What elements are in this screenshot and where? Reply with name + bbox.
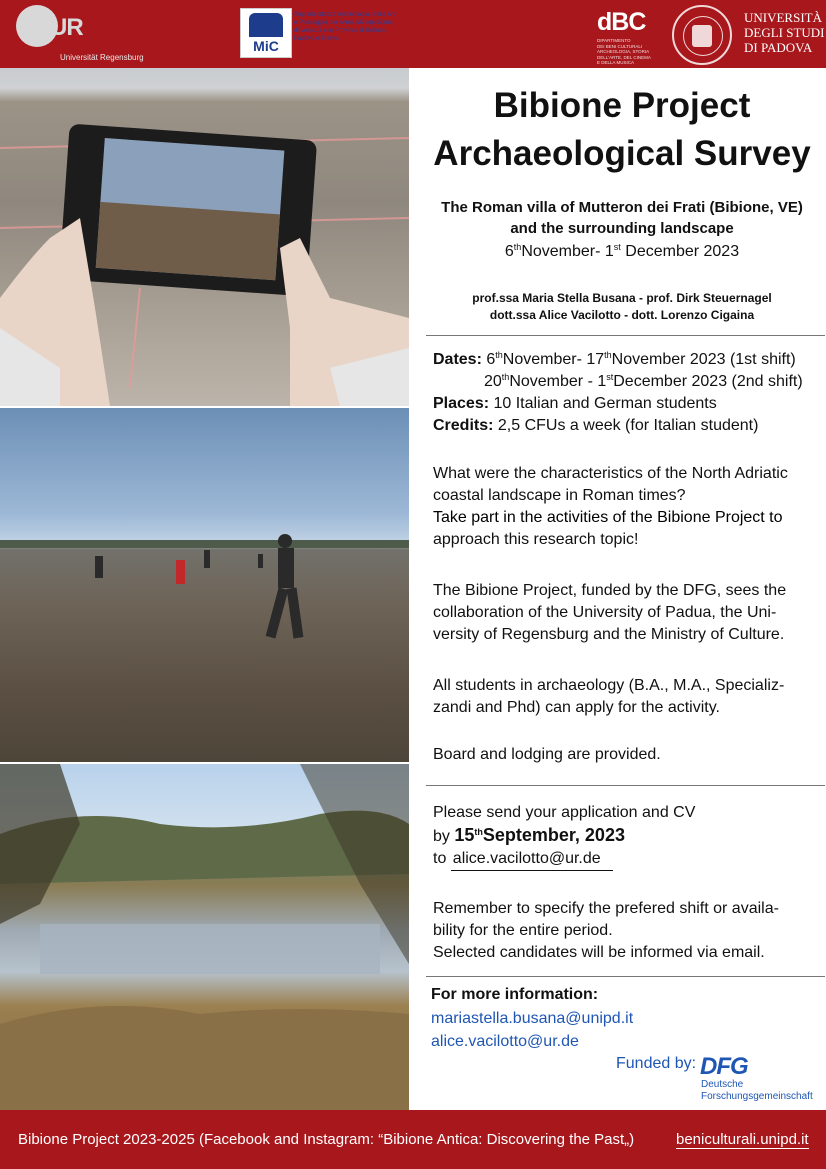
photo-lagoon-landscape xyxy=(0,764,409,1110)
footer-project-text: Bibione Project 2023-2025 (Facebook and Instagram: “Bibione Antica: Discovering the Past„) xyxy=(18,1131,635,1148)
to-text: to xyxy=(433,850,451,867)
application-line: Please send your application and CV xyxy=(433,804,696,821)
project-dates xyxy=(418,243,826,261)
dbc-logo xyxy=(597,8,655,65)
lagoon-scene-illustration xyxy=(0,764,409,1110)
funded-by-label: Funded by: xyxy=(616,1055,697,1072)
soprintendenza-line: di Venezia e le Province di Belluno, xyxy=(294,28,388,34)
reminder-line: Selected candidates will be informed via email. xyxy=(433,944,765,961)
shift-part: November- 17 xyxy=(502,351,605,368)
ur-caption: Universität Regensburg xyxy=(60,53,144,62)
para-line: Take part in the activities of the Bibione Project to xyxy=(433,509,783,526)
divider xyxy=(426,785,825,786)
organizer-line: dott.ssa Alice Vacilotto - dott. Lorenzo Cigaina xyxy=(489,308,755,322)
photo-tablet-survey xyxy=(0,68,409,406)
divider xyxy=(426,335,825,336)
email-vacilotto-link[interactable]: alice.vacilotto@ur.de xyxy=(431,1033,579,1050)
email-busana-link[interactable]: mariastella.busana@unipd.it xyxy=(431,1010,634,1027)
shift-part: 20 xyxy=(484,373,502,390)
deadline-row xyxy=(433,824,825,848)
places-row xyxy=(433,393,823,415)
organizer-line: prof.ssa Maria Stella Busana - prof. Dirk Steuernagel xyxy=(472,291,772,305)
para-line: approach this research topic! xyxy=(433,531,639,548)
dbc-caption-line: DEI BENI CULTURALI xyxy=(597,43,643,49)
title-line: Bibione Project xyxy=(493,86,751,125)
reminder-line: Remember to specify the prefered shift or availa- xyxy=(433,900,779,917)
soprintendenza-line: e Paesaggio per l'Area Metropolitana xyxy=(294,20,393,26)
dbc-caption-line: DELL'ARTE, DEL CINEMA xyxy=(597,54,651,60)
padova-seal-icon xyxy=(672,5,732,65)
padova-wordmark xyxy=(744,10,824,55)
date-part: December 2023 xyxy=(620,243,740,260)
dbc-caption-line: ARCHEOLOGIA, STORIA xyxy=(597,49,650,54)
places-label: Places: xyxy=(433,395,490,412)
application-email-link[interactable]: alice.vacilotto@ur.de xyxy=(451,848,613,871)
eligibility-paragraph xyxy=(433,675,825,719)
padova-wordmark-line: DEGLI STUDI xyxy=(744,25,825,40)
seal-figure xyxy=(692,25,712,47)
subtitle-line: and the surrounding landscape xyxy=(510,220,734,237)
shift-part: 6 xyxy=(481,351,496,368)
places-value: 10 Italian and German students xyxy=(489,395,717,412)
para-line: All students in archaeology (B.A., M.A., Specializ- xyxy=(433,677,785,694)
photo-field-walking xyxy=(0,408,409,762)
dfg-caption-line: Forschungsgemeinschaft xyxy=(701,1091,813,1102)
field-scene-illustration xyxy=(0,408,409,762)
soprintendenza-line: Soprintendenza Archeologia, Belle Arti xyxy=(294,12,397,18)
by-text: by xyxy=(433,828,455,845)
shift-part: December 2023 (2nd shift) xyxy=(613,373,803,390)
dfg-logo: DFG xyxy=(700,1053,748,1080)
question-paragraph xyxy=(433,463,825,551)
application-block xyxy=(433,802,825,871)
soprintendenza-text xyxy=(294,11,434,43)
shift-part: November 2023 (1st shift) xyxy=(611,351,796,368)
padova-wordmark-line: UNIVERSITÀ xyxy=(744,10,822,25)
dates-row-2 xyxy=(433,371,823,393)
title-line: Archaeological Survey xyxy=(433,134,811,173)
details-block xyxy=(433,349,823,437)
poster-title xyxy=(418,82,826,178)
divider xyxy=(426,976,825,977)
date-part: November- 1 xyxy=(521,243,614,260)
reminder-line: bility for the entire period. xyxy=(433,922,613,939)
para-line: collaboration of the University of Padua, the Uni- xyxy=(433,604,777,621)
para-line: coastal landscape in Roman times? xyxy=(433,487,686,504)
footer-website-link[interactable]: beniculturali.unipd.it xyxy=(676,1131,809,1148)
para-line: zandi and Phd) can apply for the activity. xyxy=(433,699,720,716)
dbc-mark: dBC xyxy=(597,8,646,36)
date-sup: st xyxy=(613,242,621,252)
shift-sup: th xyxy=(604,350,612,360)
subtitle-line: The Roman villa of Mutteron dei Frati (Bibione, VE) xyxy=(441,199,803,216)
dates-label: Dates: xyxy=(433,351,482,368)
para-line: What were the characteristics of the North Adriatic xyxy=(433,465,788,482)
deadline-rest: September, 2023 xyxy=(482,825,625,845)
poster-subtitle xyxy=(418,197,826,239)
padova-wordmark-line: DI PADOVA xyxy=(744,40,813,55)
project-paragraph xyxy=(433,580,825,646)
credits-value: 2,5 CFUs a week (for Italian student) xyxy=(493,417,759,434)
para-line: The Bibione Project, funded by the DFG, sees the xyxy=(433,582,787,599)
mic-logo xyxy=(240,8,292,58)
info-heading: For more information: xyxy=(431,986,599,1003)
shift-part: November - 1 xyxy=(509,373,607,390)
dbc-caption-line: E DELLA MUSICA xyxy=(597,60,635,65)
date-sup: th xyxy=(513,242,522,252)
tablet-scene-illustration xyxy=(0,68,409,406)
shift-sup: th xyxy=(501,372,510,382)
organizers xyxy=(418,290,826,324)
dates-row xyxy=(433,349,823,371)
dfg-caption xyxy=(701,1079,813,1103)
date-part: 6 xyxy=(504,243,514,260)
shift-sup: st xyxy=(606,372,614,382)
reminder-paragraph xyxy=(433,898,825,964)
para-line: versity of Regensburg and the Ministry of Culture. xyxy=(433,626,785,643)
soprintendenza-line: Padova e Treviso xyxy=(294,36,341,42)
dbc-caption-line: DIPARTIMENTO xyxy=(597,38,631,43)
ur-letters: UR xyxy=(50,14,83,41)
dbc-caption xyxy=(597,38,657,66)
deadline-day: 15 xyxy=(454,825,475,845)
shift-sup: th xyxy=(495,350,503,360)
mic-emblem xyxy=(249,13,283,37)
lodging-paragraph: Board and lodging are provided. xyxy=(433,746,661,763)
email-row xyxy=(433,848,825,871)
regensburg-logo xyxy=(14,5,154,65)
mic-logo-text: MiC xyxy=(253,38,279,54)
deadline-sup: th xyxy=(474,827,483,837)
dfg-caption-line: Deutsche xyxy=(701,1079,744,1090)
credits-label: Credits: xyxy=(433,417,494,434)
credits-row xyxy=(433,415,823,437)
